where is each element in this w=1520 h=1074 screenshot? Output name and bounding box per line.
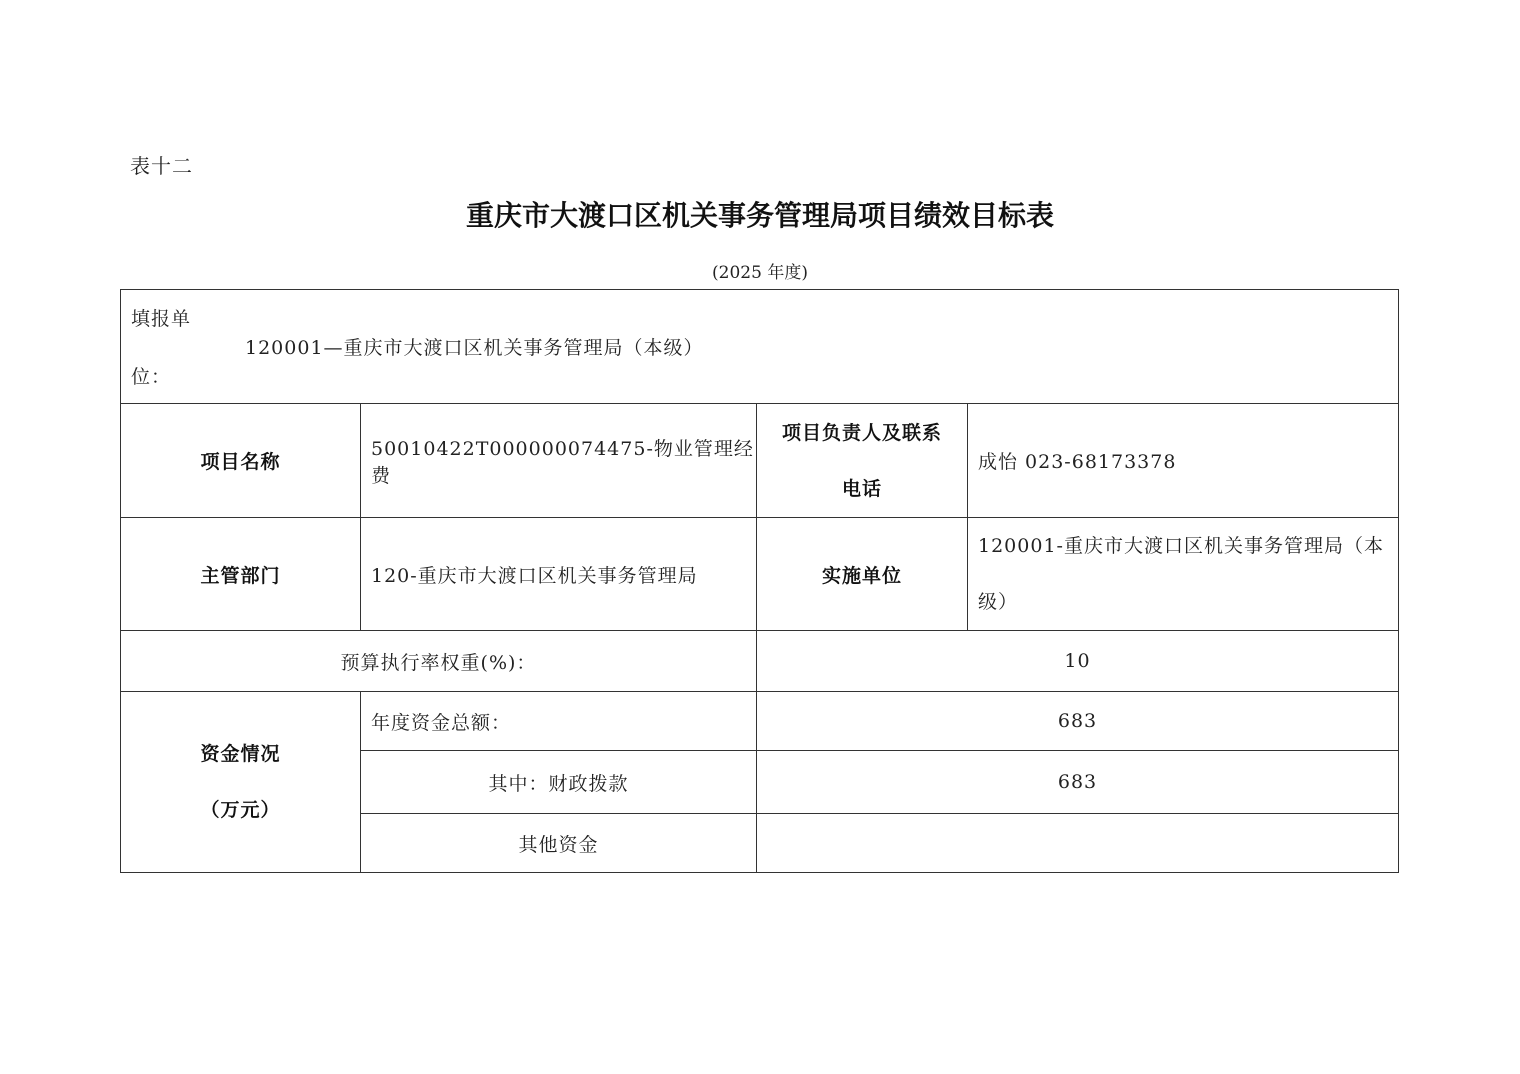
budget-weight-label bbox=[121, 631, 757, 692]
implementing-unit-label-text: 实施单位 bbox=[821, 564, 902, 587]
project-name-value-text: 50010422T000000074475-物业管理经费 bbox=[371, 437, 754, 487]
performance-target-table bbox=[120, 289, 1399, 873]
funds-label-line1: 资金情况 bbox=[200, 743, 281, 765]
implementing-unit-label bbox=[757, 518, 968, 631]
table-number-label: 表十二 bbox=[130, 154, 193, 178]
other-funds-value bbox=[757, 814, 1398, 872]
annual-total-label-text: 年度资金总额： bbox=[371, 711, 512, 734]
fiscal-year: (2025 年度) bbox=[712, 263, 808, 283]
other-funds-label bbox=[361, 814, 757, 872]
fiscal-allocation-label bbox=[361, 751, 757, 814]
fiscal-allocation-value bbox=[757, 751, 1398, 814]
funds-label bbox=[121, 692, 361, 872]
funds-label-line2: （万元） bbox=[200, 799, 281, 821]
fiscal-allocation-value-text: 683 bbox=[1057, 771, 1098, 793]
supervising-department-label bbox=[121, 518, 361, 631]
project-contact-label-line1: 项目负责人及联系 bbox=[781, 421, 942, 444]
budget-weight-label-text: 预算执行率权重(%)： bbox=[340, 651, 537, 674]
annual-total-value-text: 683 bbox=[1057, 710, 1098, 732]
filling-unit-row bbox=[121, 290, 1398, 404]
supervising-department-label-text: 主管部门 bbox=[200, 564, 281, 587]
project-contact-value-text: 成怡 023-68173378 bbox=[978, 451, 1177, 473]
annual-total-label bbox=[361, 692, 757, 751]
project-contact-value bbox=[968, 404, 1398, 518]
project-name-label-text: 项目名称 bbox=[200, 451, 281, 473]
project-contact-label bbox=[757, 404, 968, 518]
filling-unit-label-line2: 位： bbox=[131, 366, 172, 388]
implementing-unit-value-text: 120001-重庆市大渡口区机关事务管理局（本级） bbox=[978, 535, 1384, 613]
fiscal-allocation-label-text: 其中：财政拨款 bbox=[488, 772, 629, 795]
annual-total-value bbox=[757, 692, 1398, 751]
implementing-unit-value bbox=[968, 518, 1398, 631]
supervising-department-value bbox=[361, 518, 757, 631]
supervising-department-value-text: 120-重庆市大渡口区机关事务管理局 bbox=[371, 564, 698, 587]
project-contact-label-line2: 电话 bbox=[841, 477, 882, 500]
budget-weight-value bbox=[757, 631, 1398, 692]
other-funds-label-text: 其他资金 bbox=[518, 833, 599, 856]
filling-unit-value: 120001—重庆市大渡口区机关事务管理局（本级） bbox=[245, 337, 704, 359]
project-name-label bbox=[121, 404, 361, 518]
page-title: 重庆市大渡口区机关事务管理局项目绩效目标表 bbox=[465, 199, 1054, 232]
filling-unit-label-line1: 填报单 bbox=[131, 308, 192, 330]
project-name-value bbox=[361, 404, 757, 518]
budget-weight-value-text: 10 bbox=[1064, 650, 1091, 672]
